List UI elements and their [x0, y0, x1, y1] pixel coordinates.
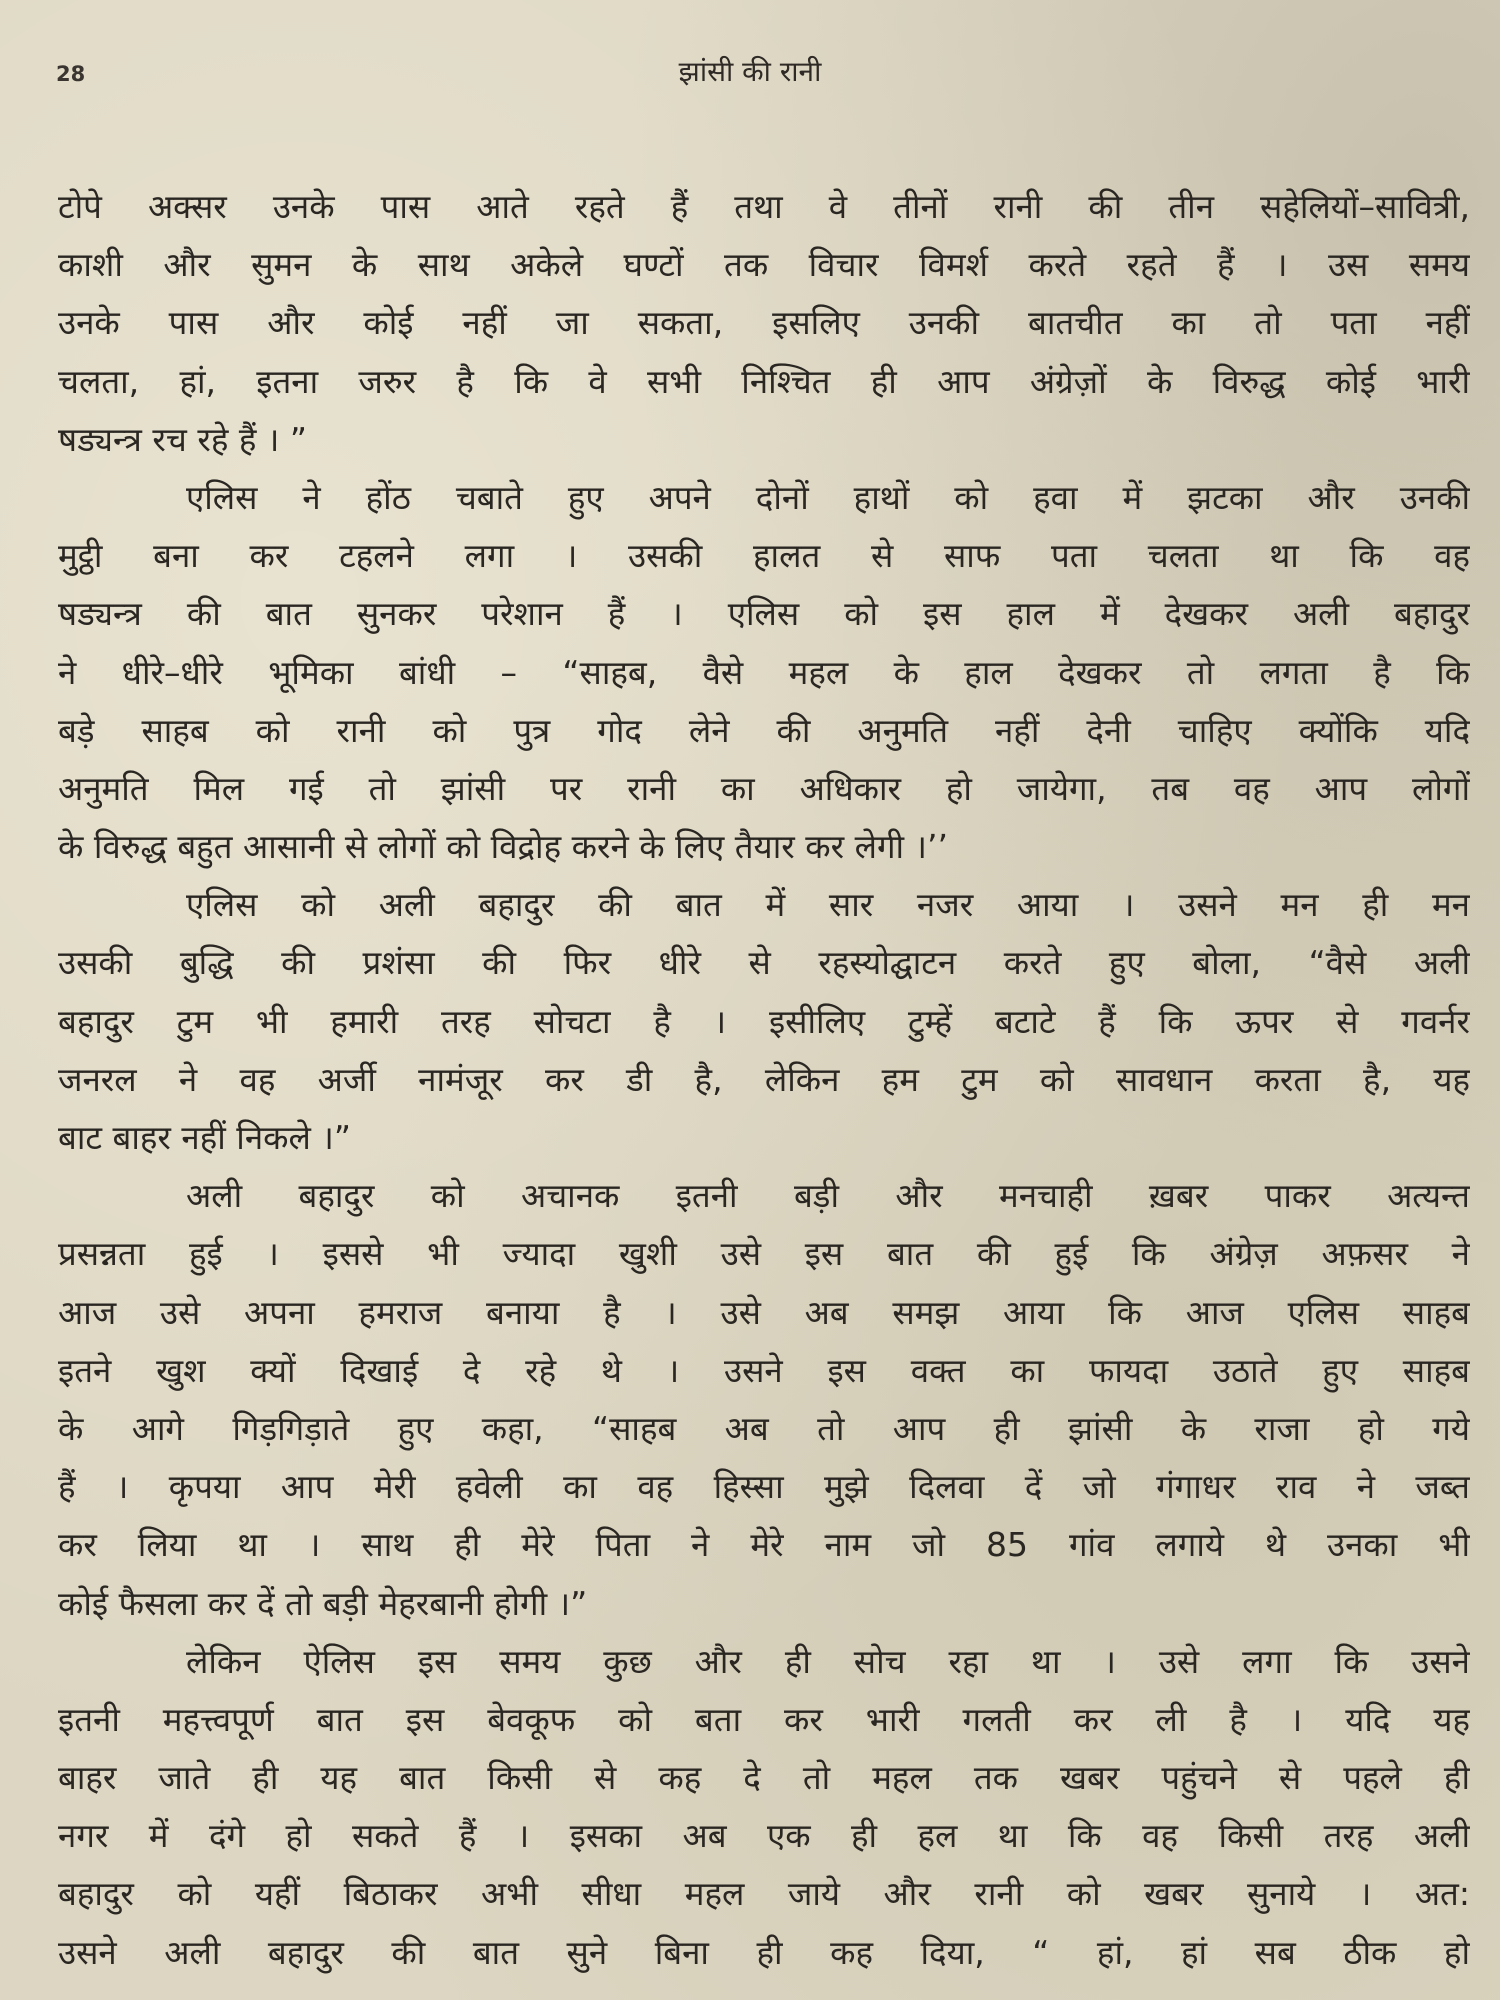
text-line: अली बहादुर को अचानक इतनी बड़ी और मनचाही ख़बर पाकर अत्यन्त	[186, 1176, 1470, 1216]
text-line: प्रसन्नता हुई । इससे भी ज्यादा खुशी उसे इस बात की हुई कि अंग्रेज़ अफ़सर ने	[58, 1234, 1470, 1274]
page-header	[56, 52, 1444, 92]
text-line: हैं । कृपया आप मेरी हवेली का वह हिस्सा मुझे दिलवा दें जो गंगाधर राव ने जब्त	[58, 1467, 1470, 1507]
body-text	[58, 178, 1470, 1982]
text-line: उसकी बुद्धि की प्रशंसा की फिर धीरे से रहस्योद्घाटन करते हुए बोला, “वैसे अली	[58, 943, 1470, 983]
text-line: षड्यन्त्र की बात सुनकर परेशान हैं । एलिस को इस हाल में देखकर अली बहादुर	[58, 594, 1470, 634]
text-line: कोई फैसला कर दें तो बड़ी मेहरबानी होगी ।”	[58, 1583, 588, 1623]
text-line: जनरल ने वह अर्जी नामंजूर कर डी है, लेकिन हम टुम को सावधान करता है, यह	[58, 1059, 1470, 1099]
text-line: चलता, हां, इतना जरुर है कि वे सभी निश्चित ही आप अंग्रेज़ों के विरुद्ध कोई भारी	[58, 361, 1470, 401]
paragraph	[58, 1633, 1470, 1982]
text-line: आज उसे अपना हमराज बनाया है । उसे अब समझ आया कि आज एलिस साहब	[58, 1292, 1470, 1332]
text-line: अनुमति मिल गई तो झांसी पर रानी का अधिकार हो जायेगा, तब वह आप लोगों	[58, 768, 1470, 808]
text-line: एलिस ने होंठ चबाते हुए अपने दोनों हाथों को हवा में झटका और उनकी	[186, 477, 1470, 517]
running-title: झांसी की रानी	[678, 55, 822, 88]
text-line: बहादुर को यहीं बिठाकर अभी सीधा महल जाये और रानी को खबर सुनाये । अत:	[58, 1874, 1470, 1914]
text-line: इतनी महत्त्वपूर्ण बात इस बेवकूफ को बता कर भारी गलती कर ली है । यदि यह	[58, 1699, 1470, 1739]
text-line: काशी और सुमन के साथ अकेले घण्टों तक विचार विमर्श करते रहते हैं । उस समय	[58, 245, 1470, 285]
text-line: उसने अली बहादुर की बात सुने बिना ही कह दिया, “ हां, हां सब ठीक हो	[58, 1932, 1470, 1972]
text-line: के विरुद्ध बहुत आसानी से लोगों को विद्रोह करने के लिए तैयार कर लेगी ।’’	[58, 827, 949, 867]
text-line: के आगे गिड़गिड़ाते हुए कहा, “साहब अब तो आप ही झांसी के राजा हो गये	[58, 1408, 1470, 1448]
text-line: षड्यन्त्र रच रहे हैं । ”	[58, 419, 307, 459]
text-line: बहादुर टुम भी हमारी तरह सोचटा है । इसीलिए टुम्हें बटाटे हैं कि ऊपर से गवर्नर	[58, 1001, 1470, 1041]
text-line: एलिस को अली बहादुर की बात में सार नजर आया । उसने मन ही मन	[186, 885, 1470, 925]
text-line: बाहर जाते ही यह बात किसी से कह दे तो महल तक खबर पहुंचने से पहले ही	[58, 1758, 1470, 1798]
paragraph	[58, 469, 1470, 876]
text-line: टोपे अक्सर उनके पास आते रहते हैं तथा वे तीनों रानी की तीन सहेलियों–सावित्री,	[58, 187, 1470, 226]
page-number: 28	[56, 62, 86, 86]
paragraph	[58, 876, 1470, 1167]
text-line: मुट्ठी बना कर टहलने लगा । उसकी हालत से साफ पता चलता था कि वह	[58, 536, 1470, 576]
text-line: नगर में दंगे हो सकते हैं । इसका अब एक ही हल था कि वह किसी तरह अली	[58, 1816, 1470, 1856]
paragraph	[58, 1167, 1470, 1633]
text-line: लेकिन ऐलिस इस समय कुछ और ही सोच रहा था । उसे लगा कि उसने	[186, 1641, 1470, 1681]
paragraph	[58, 178, 1470, 469]
text-line: ने धीरे–धीरे भूमिका बांधी – “साहब, वैसे महल के हाल देखकर तो लगता है कि	[58, 652, 1470, 692]
text-line: इतने खुश क्यों दिखाई दे रहे थे । उसने इस वक्त का फायदा उठाते हुए साहब	[58, 1350, 1470, 1390]
text-line: बड़े साहब को रानी को पुत्र गोद लेने की अनुमति नहीं देनी चाहिए क्योंकि यदि	[58, 710, 1470, 750]
text-line: कर लिया था । साथ ही मेरे पिता ने मेरे नाम जो 85 गांव लगाये थे उनका भी	[58, 1525, 1470, 1565]
text-line: बाट बाहर नहीं निकले ।”	[58, 1118, 351, 1157]
text-line: उनके पास और कोई नहीं जा सकता, इसलिए उनकी बातचीत का तो पता नहीं	[58, 303, 1470, 343]
